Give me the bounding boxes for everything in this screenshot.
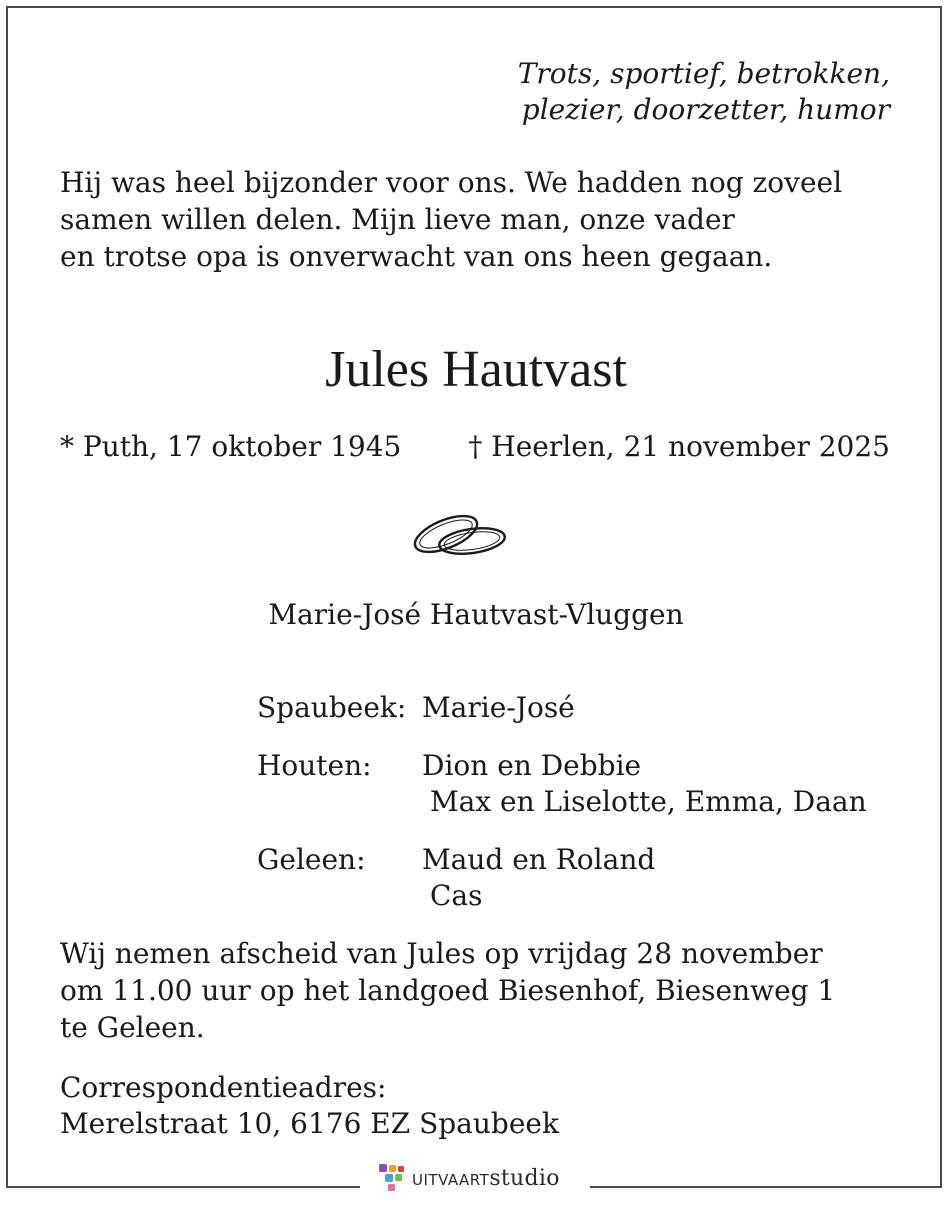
footer-brand-text [412, 1166, 560, 1193]
footer-brand-lower: studio [489, 1166, 560, 1191]
family-place-1: Spaubeek: [257, 691, 407, 724]
motto [518, 56, 890, 128]
correspondence [60, 1070, 559, 1142]
footer-brand-caps: UITVAART [412, 1171, 490, 1189]
footer-brand [360, 1158, 590, 1202]
motto-line-1: Trots, sportief, betrokken, [517, 57, 890, 90]
farewell-line-2: om 11.00 uur op het landgoed Biesenhof, Biesenweg 1 [60, 974, 836, 1007]
farewell-text [60, 935, 835, 1046]
motto-line-2: plezier, doorzetter, humor [521, 93, 890, 126]
intro-line-1: Hij was heel bijzonder voor ons. We hadden nog zoveel [60, 166, 843, 199]
farewell-line-1: Wij nemen afscheid van Jules op vrijdag 28 november [60, 937, 823, 970]
intro-line-2: samen willen delen. Mijn lieve man, onze vader [60, 203, 735, 236]
family-children-2: Max en Liselotte, Emma, Daan [430, 785, 867, 818]
correspondence-label: Correspondentieadres: [60, 1071, 387, 1104]
uitvaartstudio-logo-icon [378, 1162, 410, 1194]
family-place-3: Geleen: [257, 843, 366, 876]
intro-text [60, 164, 842, 275]
intro-line-3: en trotse opa is onverwacht van ons heen gegaan. [60, 240, 773, 273]
spouse-name: Marie-José Hautvast-Vluggen [268, 598, 684, 631]
correspondence-address: Merelstraat 10, 6176 EZ Spaubeek [60, 1107, 559, 1140]
farewell-line-3: te Geleen. [60, 1011, 205, 1044]
family-names-1: Marie-José [422, 691, 575, 724]
wedding-rings-icon [408, 508, 512, 566]
family-place-2: Houten: [257, 749, 372, 782]
deceased-name: Jules Hautvast [325, 341, 627, 398]
family-children-3: Cas [430, 879, 483, 912]
family-names-2: Dion en Debbie [422, 749, 642, 782]
birth-info: * Puth, 17 oktober 1945 [60, 430, 402, 463]
death-info: † Heerlen, 21 november 2025 [468, 430, 890, 463]
family-names-3: Maud en Roland [422, 843, 656, 876]
